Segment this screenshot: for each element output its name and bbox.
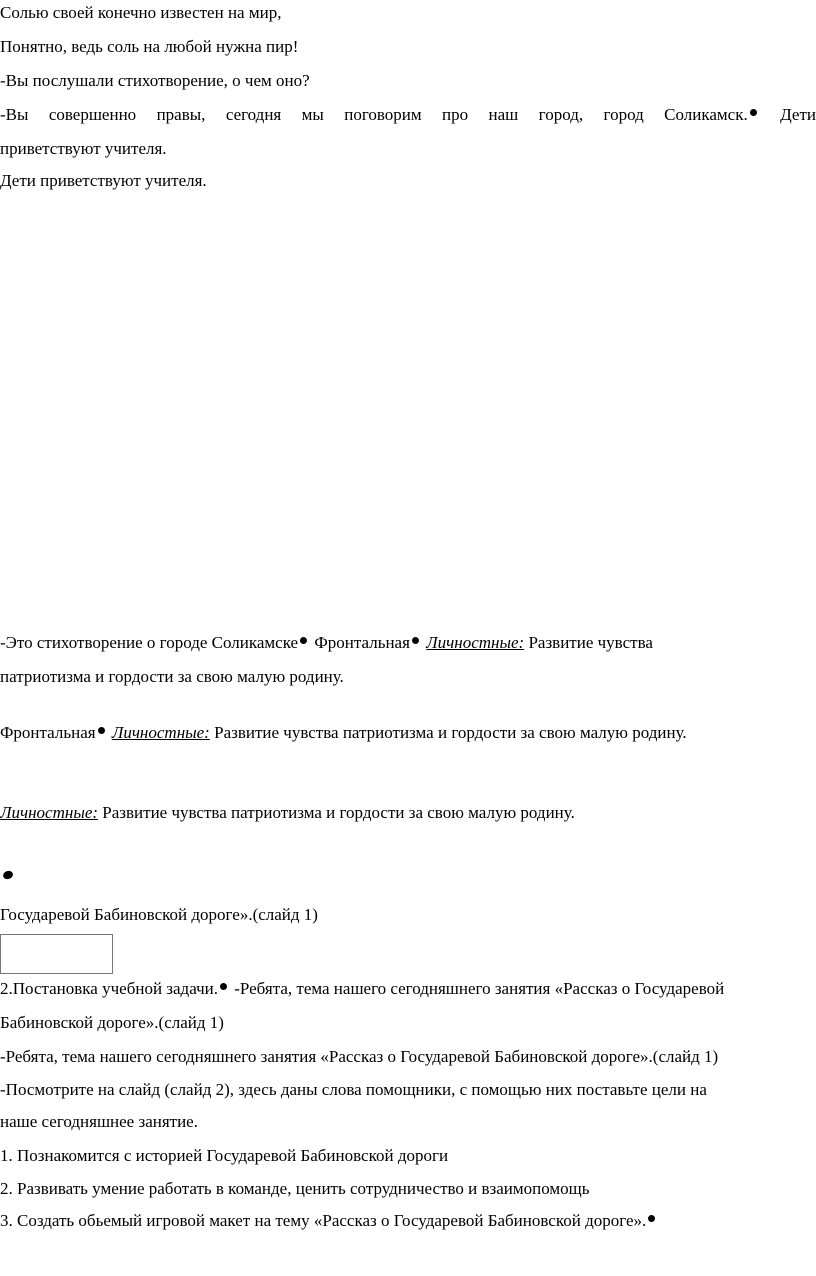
bullet-icon (412, 637, 419, 644)
goal-3-line (0, 1210, 658, 1232)
poem-about-city-text: -Это стихотворение о городе Соликамске (0, 633, 299, 652)
goal-3: 3. Создать обьемый игровой макет на тему «Рассказ о Государевой Бабиновской дороге». (0, 1211, 647, 1230)
bullet-icon (98, 727, 105, 734)
empty-frame (0, 934, 113, 974)
greeting-line: Дети приветствуют учителя. (0, 171, 207, 190)
frontal-label: Фронтальная (0, 723, 96, 742)
frontal-label: Фронтальная (314, 633, 410, 652)
goal-1: 1. Познакомится с историей Государевой Бабиновской дороги (0, 1146, 449, 1165)
poem-line-2: Понятно, ведь соль на любой нужна пир! (0, 37, 299, 56)
development-text: Развитие чувства (524, 633, 653, 652)
bullet-icon (300, 637, 307, 644)
bullet-icon (750, 109, 757, 116)
slide-instruction-line: -Посмотрите на слайд (слайд 2), здесь даны слова помощники, с помощью них поставьте цели на (0, 1080, 707, 1099)
question-line: -Вы послушали стихотворение, о чем оно? (0, 71, 310, 90)
task-setting-label: 2.Постановка учебной задачи. (0, 979, 218, 998)
children-text: Дети (780, 105, 816, 124)
personal-label: Личностные: (426, 633, 525, 652)
development-text: Развитие чувства патриотизма и гордости за свою малую родину. (98, 803, 575, 822)
teacher-answer-text: -Вы совершенно правы, сегодня мы поговорим про наш город, город Соликамск. (0, 105, 748, 124)
teacher-answer-line (0, 104, 816, 126)
topic-continuation: Бабиновской дороге».(слайд 1) (0, 1013, 224, 1032)
poem-line-1: Солью своей конечно известен на мир, (0, 3, 282, 22)
patriotism-line: патриотизма и гордости за свою малую родину. (0, 667, 344, 686)
bullet-icon (220, 983, 227, 990)
poem-about-city-line (0, 632, 653, 654)
bullet-icon (648, 1215, 655, 1222)
topic-line: -Ребята, тема нашего сегодняшнего занятия «Рассказ о Государевой Бабиновской дороге».(слайд 1) (0, 1047, 719, 1066)
development-text: Развитие чувства патриотизма и гордости за свою малую родину. (209, 723, 687, 742)
frontal-line (0, 722, 687, 744)
goal-2: 2. Развивать умение работать в команде, ценить сотрудничество и взаимопомощь (0, 1179, 590, 1198)
road-fragment-line: Государевой Бабиновской дороге».(слайд 1) (0, 905, 318, 924)
large-bullet-icon (2, 870, 14, 881)
task-setting-line (0, 978, 724, 1000)
personal-label: Личностные: (111, 723, 210, 742)
slide-instruction-continuation: наше сегодняшнее занятие. (0, 1112, 198, 1131)
greeting-continuation: приветствуют учителя. (0, 139, 167, 158)
personal-label: Личностные: (0, 803, 99, 822)
topic-text: -Ребята, тема нашего сегодняшнего занятия «Рассказ о Государевой (234, 979, 725, 998)
personal-line (0, 802, 575, 824)
